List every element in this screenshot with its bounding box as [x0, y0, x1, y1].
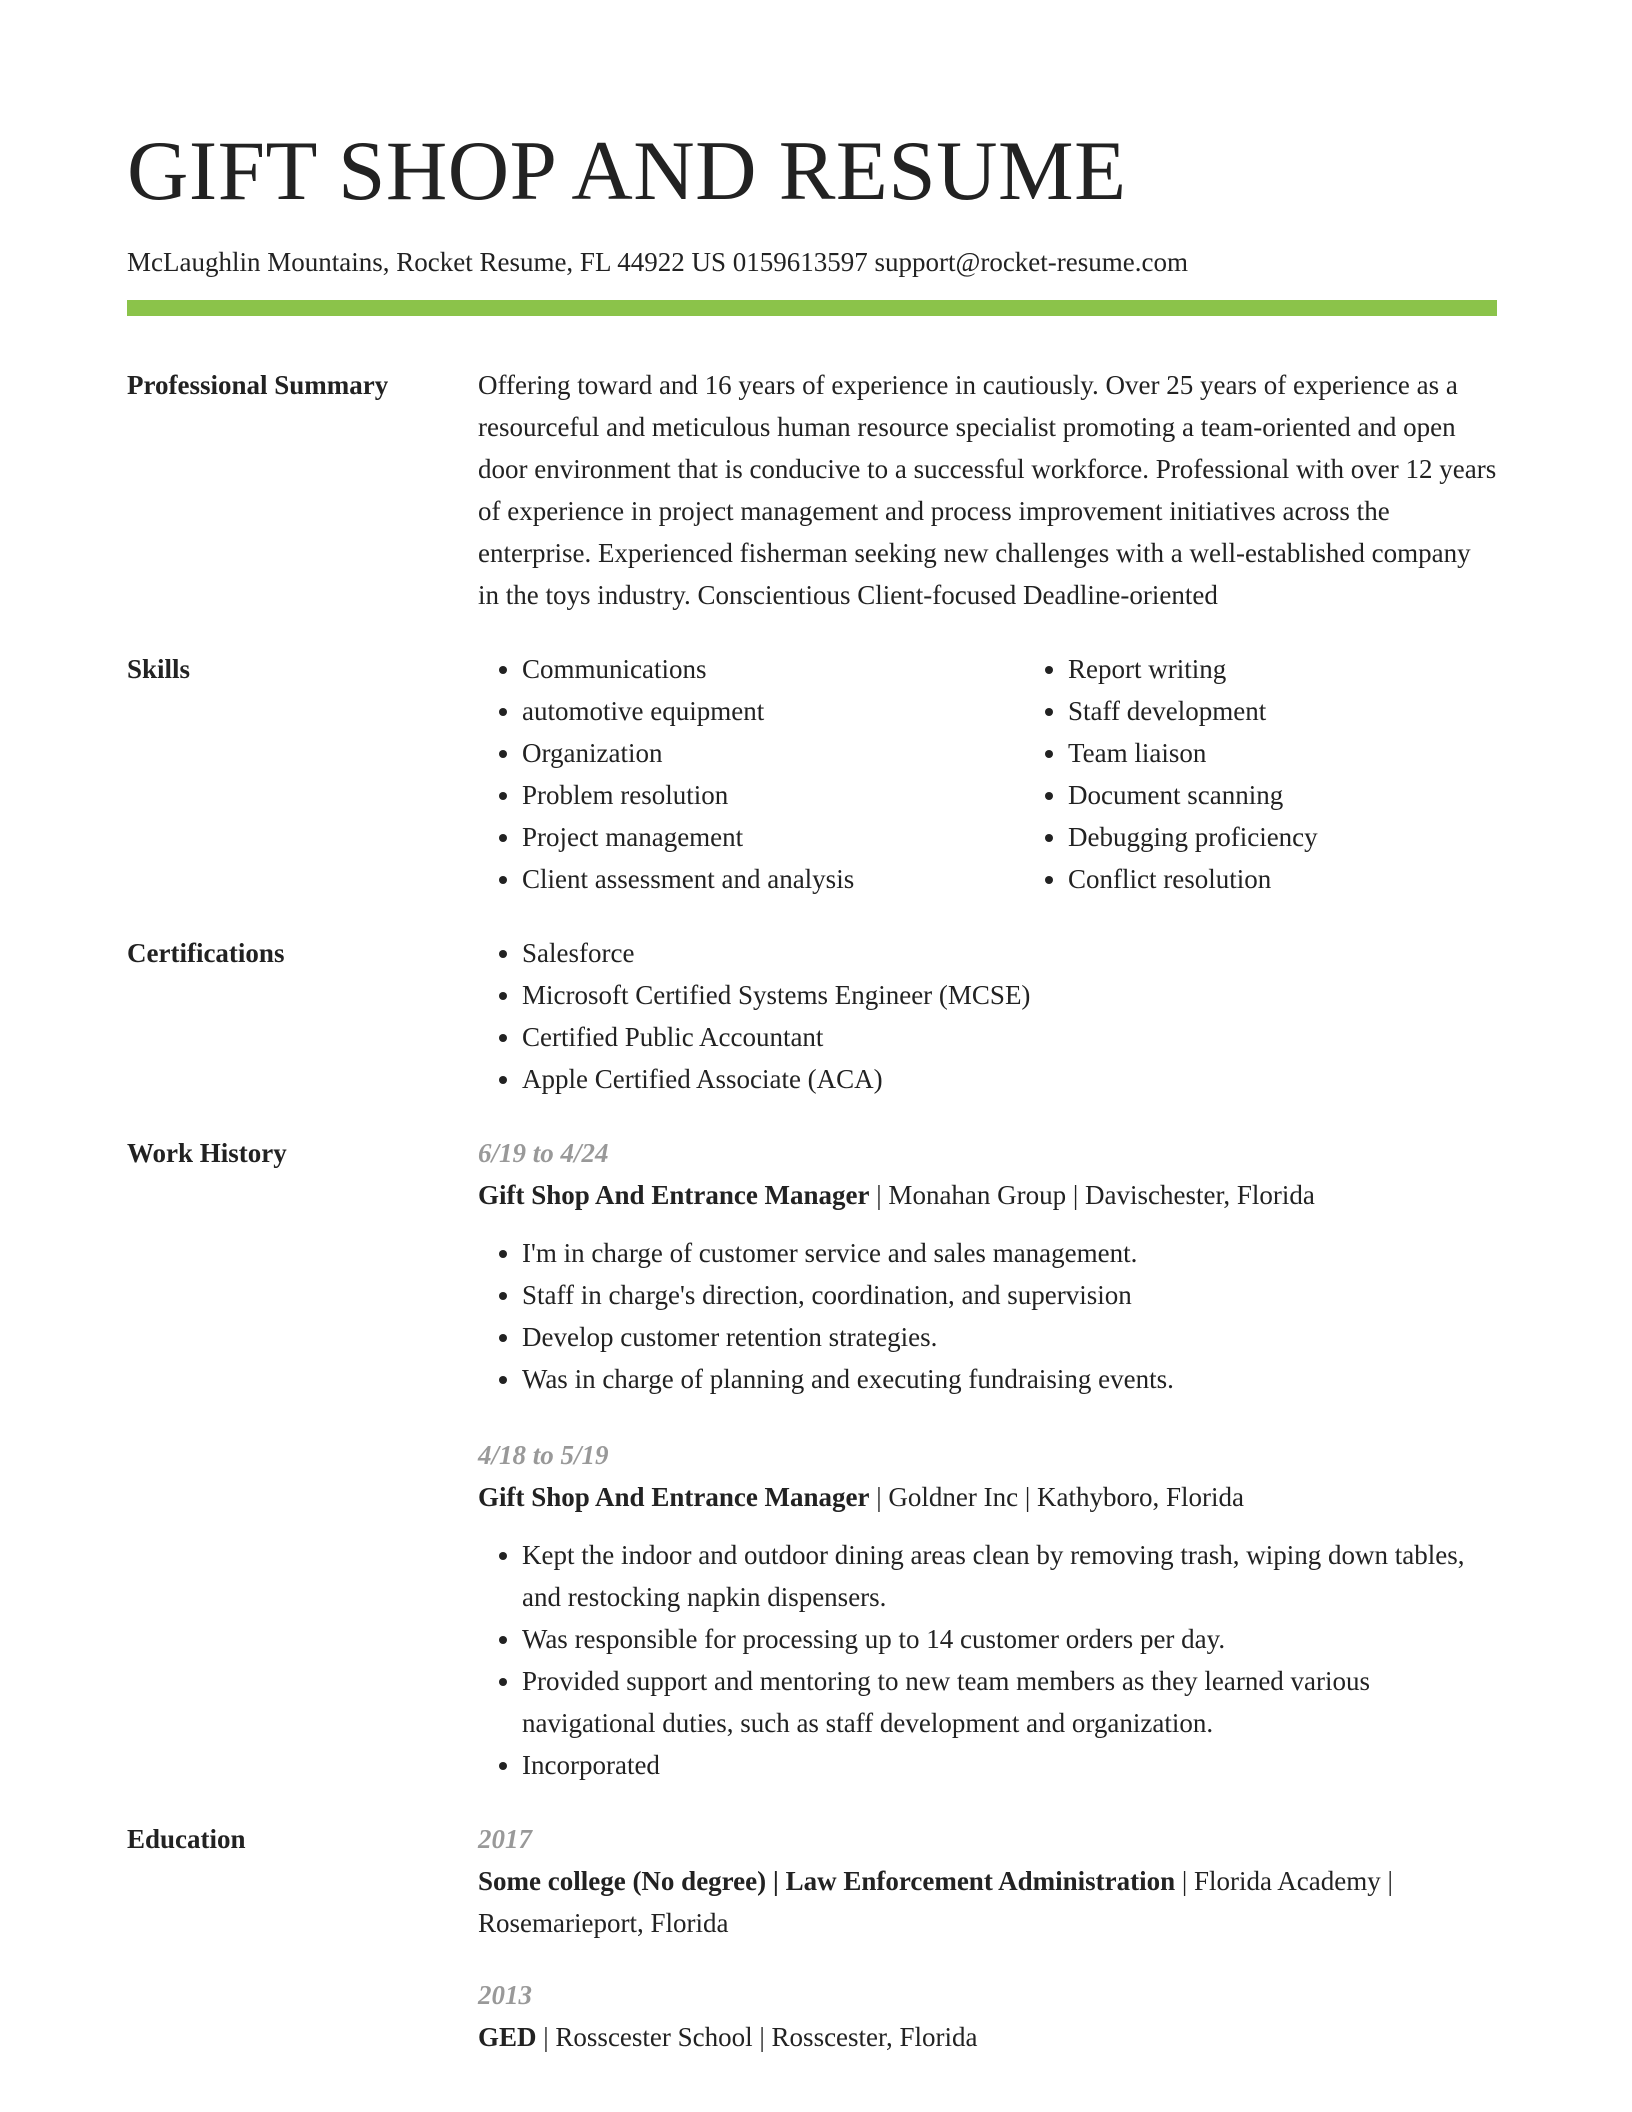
education-entry	[478, 1818, 1497, 1944]
job-entry	[478, 1434, 1497, 1786]
job-heading	[478, 1174, 1497, 1216]
job-title: Gift Shop And Entrance Manager	[478, 1180, 870, 1210]
education-school-location: | Florida Academy | Rosemarieport, Florida	[478, 1866, 1393, 1938]
job-company-location: | Goldner Inc | Kathyboro, Florida	[869, 1482, 1245, 1512]
education-year: 2013	[478, 1980, 532, 2010]
summary-text: Offering toward and 16 years of experience in cautiously. Over 25 years of experience as a resourceful and meticulous human resource specialist promoting a team-oriented and open door environment that is conducive to a successful workforce. Professional with over 12 years of experience in project management and process improvement initiatives across the enterprise. Experienced fisherman seeking new challenges with a well-established company in the toys industry. Conscientious Client-focused Deadline-oriented	[478, 370, 1497, 610]
job-bullet: • Kept the indoor and outdoor dining areas clean by removing trash, wiping down tables, and restocking napkin dispensers.	[522, 1534, 1497, 1618]
skill-item: • Debugging proficiency	[1068, 816, 1570, 858]
skill-item: • Organization	[522, 732, 1024, 774]
skills-list-left	[478, 648, 1024, 900]
education-entry	[478, 1974, 1497, 2058]
skill-item: • Project management	[522, 816, 1024, 858]
job-bullet: • Staff in charge's direction, coordination, and supervision	[522, 1274, 1497, 1316]
skill-item: • Report writing	[1068, 648, 1570, 690]
work-history-label: Work History	[127, 1138, 287, 1168]
job-bullet: • I'm in charge of customer service and sales management.	[522, 1232, 1497, 1274]
certification-item: • Salesforce	[522, 932, 1497, 974]
work-history-section	[127, 1132, 1497, 1786]
skills-section	[127, 648, 1497, 900]
job-company-location: | Monahan Group | Davischester, Florida	[869, 1180, 1315, 1210]
skills-label: Skills	[127, 654, 191, 684]
job-bullet: • Incorporated	[522, 1744, 1497, 1786]
education-degree: Some college (No degree) | Law Enforcement Administration	[478, 1866, 1176, 1896]
education-school-location: | Rosscester School | Rosscester, Florida	[536, 2022, 978, 2052]
skills-grid	[478, 648, 1570, 900]
job-bullet: • Was responsible for processing up to 14 customer orders per day.	[522, 1618, 1497, 1660]
certification-item: • Apple Certified Associate (ACA)	[522, 1058, 1497, 1100]
job-entry	[478, 1132, 1497, 1400]
skills-list-right	[1024, 648, 1570, 900]
skill-item: • Conflict resolution	[1068, 858, 1570, 900]
job-bullets	[478, 1232, 1497, 1400]
skill-item: • Client assessment and analysis	[522, 858, 1024, 900]
job-bullet: • Was in charge of planning and executing fundraising events.	[522, 1358, 1497, 1400]
skill-item: • automotive equipment	[522, 690, 1024, 732]
skill-item: • Communications	[522, 648, 1024, 690]
certifications-label: Certifications	[127, 938, 285, 968]
summary-section	[127, 364, 1497, 616]
job-title: Gift Shop And Entrance Manager	[478, 1482, 870, 1512]
skill-item: • Problem resolution	[522, 774, 1024, 816]
education-heading	[478, 2016, 1497, 2058]
education-section	[127, 1818, 1497, 2058]
certification-item: • Microsoft Certified Systems Engineer (MCSE)	[522, 974, 1497, 1016]
education-label: Education	[127, 1824, 246, 1854]
education-heading	[478, 1860, 1497, 1944]
contact-line: McLaughlin Mountains, Rocket Resume, FL 44922 US 0159613597 support@rocket-resume.com	[127, 247, 1188, 277]
education-degree: GED	[478, 2022, 537, 2052]
job-heading	[478, 1476, 1497, 1518]
job-bullet: • Develop customer retention strategies.	[522, 1316, 1497, 1358]
summary-label: Professional Summary	[127, 370, 389, 400]
education-year: 2017	[478, 1824, 532, 1854]
job-dates: 4/18 to 5/19	[478, 1440, 609, 1470]
certification-item: • Certified Public Accountant	[522, 1016, 1497, 1058]
accent-divider	[127, 300, 1497, 316]
resume-page	[127, 0, 1497, 2058]
job-dates: 6/19 to 4/24	[478, 1138, 609, 1168]
job-bullets	[478, 1534, 1497, 1786]
certifications-list	[478, 932, 1497, 1100]
skill-item: • Document scanning	[1068, 774, 1570, 816]
certifications-section	[127, 932, 1497, 1100]
job-bullet: • Provided support and mentoring to new team members as they learned various navigational duties, such as staff development and organization.	[522, 1660, 1497, 1744]
resume-name-heading: GIFT SHOP AND RESUME	[127, 124, 1127, 218]
skill-item: • Staff development	[1068, 690, 1570, 732]
skill-item: • Team liaison	[1068, 732, 1570, 774]
